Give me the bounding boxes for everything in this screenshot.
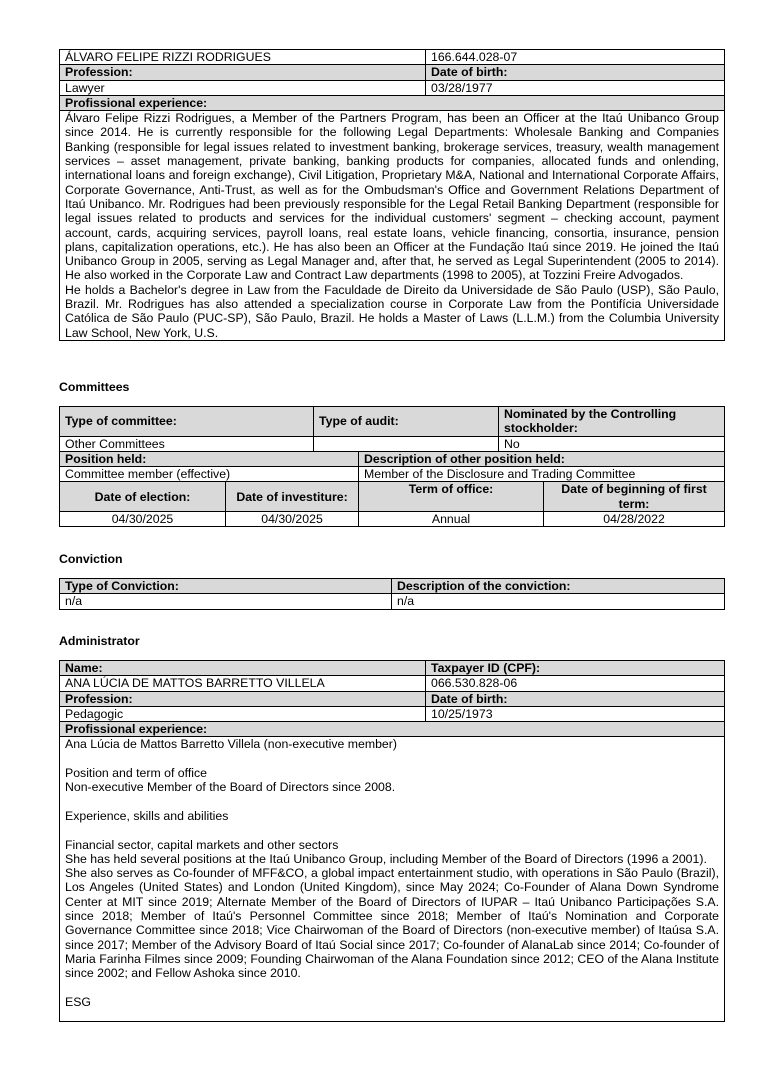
first-term-label: Date of beginning of first term: [544, 482, 725, 512]
administrator-table [59, 660, 725, 1022]
position-held-label: Position held: [60, 451, 359, 466]
admin-exp-line5: Financial sector, capital markets and other sectors [65, 837, 339, 852]
nominated-value: No [499, 436, 725, 451]
investiture-date-value: 04/30/2025 [226, 512, 359, 527]
admin-profession: Pedagogic [60, 706, 426, 721]
committees-heading: Committees [59, 380, 130, 394]
admin-exp-p6: She has held several positions at the Itaú Unibanco Group, including Member of the Board of Directors (1996 a 2001). [65, 851, 707, 866]
officer-experience-p2: He holds a Bachelor's degree in Law from the Faculdade de Direito da Universidade de São Paulo (USP), São Paulo, Brazil. Mr. Rodrigues has also attended a specialization course in Corporate Law from the Pontifícia Universidade Católica de São Paulo (PUC-SP), São Paulo, Brazil. He holds a Master of Laws (L.L.M.) from the Columbia University Law School, New York, U.S. [65, 282, 719, 340]
admin-exp-line8: ESG [65, 994, 91, 1009]
term-label: Term of office: [359, 482, 544, 512]
audit-type-label: Type of audit: [314, 407, 499, 437]
officer-dob: 03/28/1977 [426, 80, 725, 95]
admin-cpf: 066.530.828-06 [426, 676, 725, 691]
other-position-label: Description of other position held: [359, 451, 725, 466]
admin-cpf-label: Taxpayer ID (CPF): [426, 661, 725, 676]
committee-type-label: Type of committee: [60, 407, 314, 437]
nominated-label: Nominated by the Controlling stockholder: [499, 407, 725, 437]
officer-experience [60, 111, 725, 341]
conviction-desc-label: Description of the conviction: [392, 579, 725, 594]
conviction-type-value: n/a [60, 594, 392, 609]
committee-type-value: Other Committees [60, 436, 314, 451]
officer-experience-label: Profissional experience: [60, 95, 725, 110]
admin-exp-line4: Experience, skills and abilities [65, 808, 229, 823]
conviction-desc-value: n/a [392, 594, 725, 609]
admin-exp-line3: Non-executive Member of the Board of Directors since 2008. [65, 780, 396, 795]
audit-type-value [314, 436, 499, 451]
officer-profession-label: Profession: [60, 65, 426, 80]
admin-experience [60, 737, 725, 1022]
admin-profession-label: Profession: [60, 691, 426, 706]
election-date-label: Date of election: [60, 482, 226, 512]
conviction-table [59, 578, 725, 610]
officer-cpf: 166.644.028-07 [426, 50, 725, 65]
admin-exp-line2: Position and term of office [65, 766, 207, 781]
officer-experience-p1: Álvaro Felipe Rizzi Rodrigues, a Member of the Partners Program, has been an Officer at the Itaú Unibanco Group since 2014. He is currently responsible for the following Legal Departments: Wholesale Banking and Companies Banking (responsible for legal issues related to investment banking, brokerage services, treasury, wealth management services – asset management, private banking, banking products for companies, allocated funds and onlending, international loans and foreign exchange), Civil Litigation, Proprietary M&A, National and International Corporate Affairs, Corporate Governance, Anti-Trust, as well as for the Ombudsman's Office and Government Relations Department of Itaú Unibanco. Mr. Rodrigues had been previously responsible for the Legal Retail Banking Department (responsible for legal issues related to products and services for the individual customers' segment – checking account, payment account, cards, acquiring services, payroll loans, real estate loans, vehicle financing, consortia, insurance, pension plans, capitalization operations, etc.). He has also been an Officer at the Fundação Itaú since 2019. He joined the Itaú Unibanco Group in 2005, serving as Legal Manager and, after that, he served as Legal Superintendent (2005 to 2014). He also worked in the Corporate Law and Contract Law departments (1998 to 2005), at Tozzini Freire Advogados. [65, 111, 719, 283]
committees-table [59, 406, 725, 527]
other-position-value: Member of the Disclosure and Trading Committee [359, 467, 725, 482]
administrator-heading: Administrator [59, 634, 140, 648]
officer-dob-label: Date of birth: [426, 65, 725, 80]
conviction-heading: Conviction [59, 552, 123, 566]
admin-dob-label: Date of birth: [426, 691, 725, 706]
investiture-date-label: Date of investiture: [226, 482, 359, 512]
first-term-value: 04/28/2022 [544, 512, 725, 527]
term-value: Annual [359, 512, 544, 527]
admin-name: ANA LÚCIA DE MATTOS BARRETTO VILLELA [60, 676, 426, 691]
officer-table [59, 49, 725, 341]
admin-exp-line1: Ana Lúcia de Mattos Barretto Villela (non-executive member) [65, 737, 397, 752]
admin-experience-label: Profissional experience: [60, 722, 725, 737]
officer-profession: Lawyer [60, 80, 426, 95]
officer-name: ÁLVARO FELIPE RIZZI RODRIGUES [60, 50, 426, 65]
position-held-value: Committee member (effective) [60, 467, 359, 482]
admin-name-label: Name: [60, 661, 426, 676]
admin-exp-p7: She also serves as Co-founder of MFF&CO, a global impact entertainment studio, with operations in São Paulo (Brazil), Los Angeles (United States) and London (United Kingdom), since May 2024; Co-Founder of Alana Down Syndrome Center at MIT since 2019; Alternate Member of the Board of Directors of IUPAR – Itaú Unibanco Participações S.A. since 2018; Member of Itaú's Personnel Committee since 2018; Member of Itaú's Nomination and Corporate Governance Committee since 2018; Vice Chairwoman of the Board of Directors (non-executive member) of Itaúsa S.A. since 2017; Member of the Advisory Board of Itaú Social since 2017; Co-founder of AlanaLab since 2014; Co-founder of Maria Farinha Filmes since 2009; Founding Chairwoman of the Alana Foundation since 2012; CEO of the Alana Institute since 2002; and Fellow Ashoka since 2010. [65, 866, 719, 981]
conviction-type-label: Type of Conviction: [60, 579, 392, 594]
admin-dob: 10/25/1973 [426, 706, 725, 721]
election-date-value: 04/30/2025 [60, 512, 226, 527]
